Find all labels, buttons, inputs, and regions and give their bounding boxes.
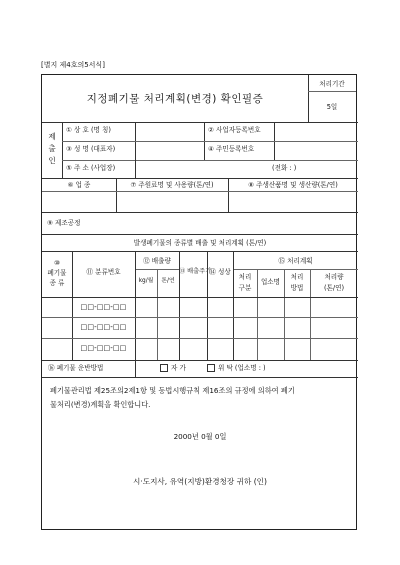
applicant-side-label-3: 인: [48, 156, 56, 165]
divider: [42, 360, 358, 361]
divider: [42, 191, 358, 192]
treatment-amount-header-2: (톤/연): [323, 284, 345, 292]
waste-type-header-3: 종 류: [49, 279, 65, 287]
divider: [42, 377, 358, 378]
form-number: [별지 제4호의5서식]: [41, 61, 105, 69]
divider: [135, 160, 136, 178]
form-title: 지정폐기물 처리계획(변경) 확인필증: [86, 93, 264, 105]
treatment-plan-header: ⑮ 처리계획: [278, 257, 313, 265]
emission-unit-monthly: kg/월: [138, 278, 154, 284]
divider: [62, 122, 63, 178]
phone-label: (전화 : ): [272, 164, 297, 172]
waste-section-title: 발생폐기물의 종류별 배출 및 처리계획 (톤/연): [133, 239, 267, 247]
divider: [116, 178, 117, 212]
transport-consign-label: 위 탁 (업소명 : ): [218, 364, 266, 372]
divider: [42, 212, 358, 213]
divider: [308, 91, 356, 92]
emission-unit-yearly: 톤/연: [161, 278, 175, 284]
classification-code-row-2: □□-□□-□□: [80, 322, 127, 331]
divider: [284, 269, 285, 360]
waste-type-header-1: ⑩: [54, 259, 60, 267]
address-label: ⑤ 주 소 (사업장): [66, 164, 116, 172]
transport-self-checkbox[interactable]: [160, 364, 168, 372]
treatment-company-header: 업소명: [260, 278, 281, 286]
classification-code-header: ⑪ 분류번호: [86, 268, 121, 276]
process-label: ⑨ 제조공정: [47, 219, 81, 227]
processing-period-label: 처리기간: [319, 80, 345, 88]
transport-consign-checkbox[interactable]: [207, 364, 215, 372]
divider: [310, 269, 311, 360]
divider: [135, 360, 136, 377]
divider: [179, 251, 180, 360]
transport-method-label: ⑯ 폐기물 운반방법: [48, 364, 104, 372]
divider: [233, 251, 234, 360]
divider: [42, 317, 358, 318]
divider: [42, 251, 358, 252]
divider: [62, 141, 358, 142]
issuing-authority: 시·도지사, 유역(지방)환경청장 귀하 (인): [133, 477, 267, 486]
transport-self-label: 자 가: [171, 364, 186, 372]
representative-name-label: ③ 성 명 (대표자): [66, 145, 116, 153]
treatment-division-header-2: 구분: [238, 284, 252, 292]
confirmation-statement-line-1: 폐기물관리법 제25조의2제1항 및 동법시행규칙 제16조의 규정에 의하여 폐기: [50, 386, 295, 395]
applicant-side-label-2: 출: [48, 144, 56, 153]
divider: [233, 269, 358, 270]
divider: [135, 251, 136, 360]
emission-header: ⑫ 배출량: [143, 257, 171, 265]
treatment-method-header-2: 방법: [290, 284, 304, 292]
form-frame: [41, 74, 357, 530]
business-number-label: ② 사업자등록번호: [208, 126, 261, 134]
treatment-amount-header-1: 처리량: [324, 273, 344, 281]
divider: [228, 178, 229, 212]
waste-type-header-2: 폐기물: [47, 269, 67, 277]
confirmation-date: 2000년 0월 0일: [173, 432, 227, 441]
treatment-method-header-1: 처리: [290, 273, 304, 281]
divider: [42, 297, 358, 298]
treatment-division-header-1: 처리: [238, 273, 252, 281]
raw-material-label: ⑦ 주원료명 및 사용량(톤/연): [130, 181, 214, 189]
company-name-label: ① 상 호 (명 칭): [66, 126, 111, 134]
applicant-side-label-1: 제: [48, 132, 56, 141]
industry-label: ⑥ 업 종: [67, 181, 91, 189]
classification-code-row-1: □□-□□-□□: [80, 302, 127, 311]
property-header: ⑭ 성상: [209, 268, 231, 276]
divider: [42, 234, 358, 235]
transport-option-self[interactable]: [160, 364, 186, 372]
processing-period-value: 5일: [326, 103, 338, 111]
emission-cycle-header: ⑬ 배출주기: [179, 268, 212, 275]
divider: [62, 160, 358, 161]
confirmation-statement-line-2: 물처리(변경)계획을 확인합니다.: [50, 400, 151, 409]
divider: [42, 338, 358, 339]
classification-code-row-3: □□-□□-□□: [80, 343, 127, 352]
divider: [207, 251, 208, 360]
transport-option-consign[interactable]: [207, 364, 266, 372]
divider: [42, 178, 358, 179]
resident-number-label: ④ 주민등록번호: [208, 145, 255, 153]
main-product-label: ⑧ 주생산품명 및 생산량(톤/연): [248, 181, 338, 189]
divider: [257, 269, 258, 360]
divider: [42, 122, 358, 123]
